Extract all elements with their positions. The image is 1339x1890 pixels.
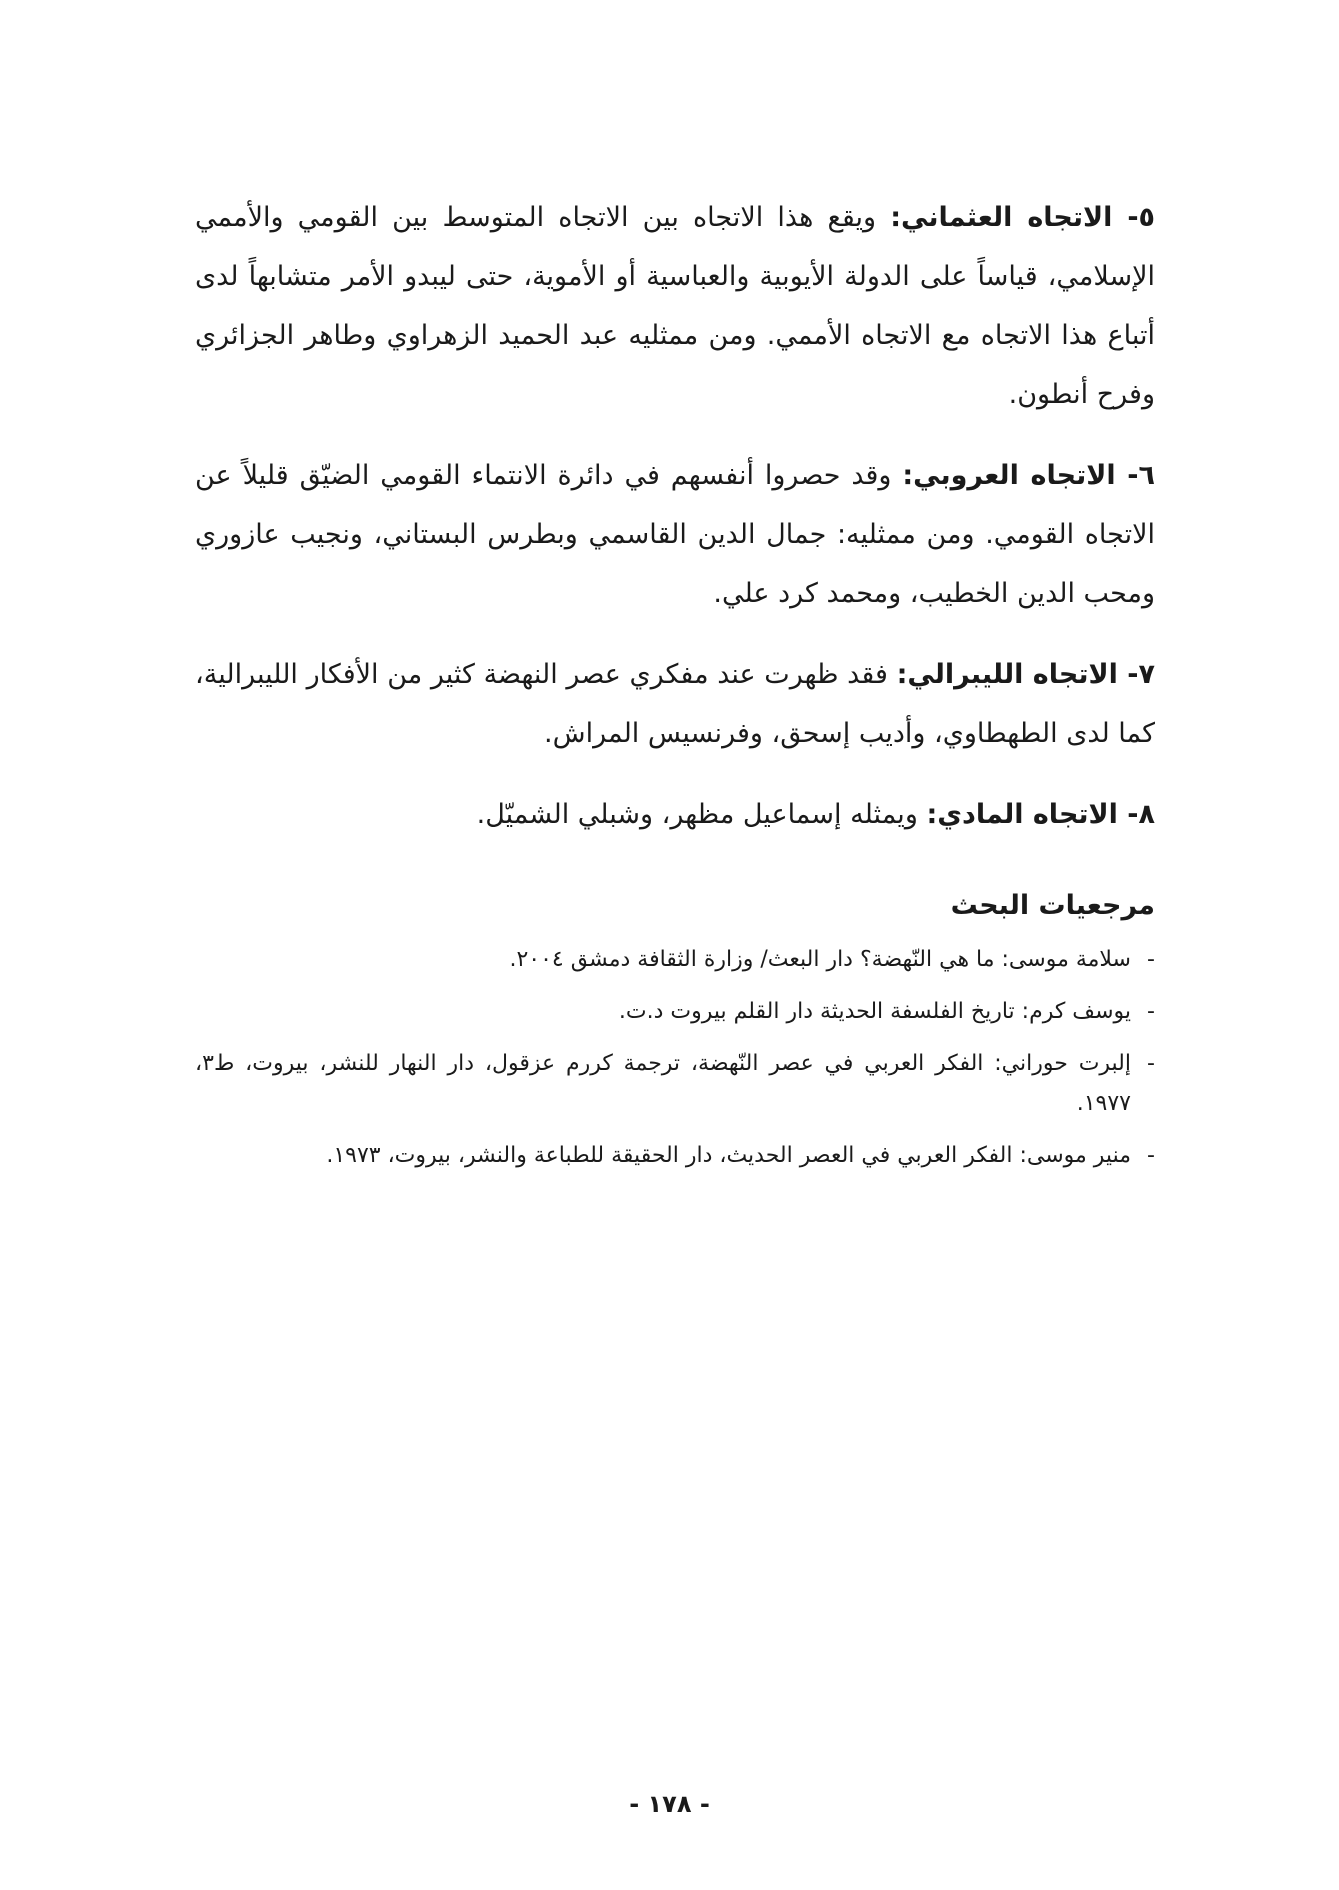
reference-item (195, 940, 1155, 980)
paragraph-materialist-trend (195, 785, 1155, 844)
paragraph-text: وقد حصروا أنفسهم في دائرة الانتماء القومي الضيّق قليلاً عن الاتجاه القومي. ومن ممثليه: جمال الدين القاسمي وبطرس البستاني، ونجيب عازوري ومحب الدين الخطيب، ومحمد كرد علي. (195, 460, 1155, 609)
references-heading: مرجعيات البحث (950, 890, 1155, 921)
list-dash: - (1147, 947, 1155, 972)
page-number: - ١٧٨ - (629, 1790, 710, 1818)
paragraph-arabist-trend (195, 446, 1155, 623)
reference-text: إلبرت حوراني: الفكر العربي في عصر النّهضة، ترجمة كررم عزقول، دار النهار للنشر، بيروت، ط٣، ١٩٧٧. (195, 1051, 1131, 1116)
page-body (195, 188, 1155, 1188)
references-list (195, 940, 1155, 1176)
paragraph-text: ويقع هذا الاتجاه بين الاتجاه المتوسط بين القومي والأممي الإسلامي، قياساً على الدولة الأيوبية والعباسية أو الأموية، حتى ليبدو الأمر متشابهاً لدى أتباع هذا الاتجاه مع الاتجاه الأممي. ومن ممثليه عبد الحميد الزهراوي وطاهر الجزائري وفرح أنطون. (195, 202, 1155, 410)
list-dash: - (1147, 999, 1155, 1024)
paragraph-text: ويمثله إسماعيل مظهر، وشبلي الشميّل. (476, 799, 927, 830)
paragraph-heading: ٨- الاتجاه المادي: (926, 799, 1155, 830)
reference-item (195, 1044, 1155, 1124)
reference-text: منير موسى: الفكر العربي في العصر الحديث، دار الحقيقة للطباعة والنشر، بيروت، ١٩٧٣. (326, 1143, 1131, 1168)
paragraph-text: فقد ظهرت عند مفكري عصر النهضة كثير من الأفكار الليبرالية، كما لدى الطهطاوي، وأديب إسحق، وفرنسيس المراش. (195, 659, 1155, 749)
paragraph-liberal-trend (195, 645, 1155, 763)
paragraph-ottoman-trend (195, 188, 1155, 424)
paragraph-heading: ٥- الاتجاه العثماني: (890, 202, 1156, 233)
paragraph-heading: ٧- الاتجاه الليبرالي: (896, 659, 1155, 690)
reference-item (195, 1136, 1155, 1176)
paragraph-heading: ٦- الاتجاه العروبي: (902, 460, 1155, 491)
reference-text: سلامة موسى: ما هي النّهضة؟ دار البعث/ وزارة الثقافة دمشق ٢٠٠٤. (509, 947, 1131, 972)
reference-item (195, 992, 1155, 1032)
list-dash: - (1147, 1143, 1155, 1168)
reference-text: يوسف كرم: تاريخ الفلسفة الحديثة دار القلم بيروت د.ت. (618, 999, 1131, 1024)
list-dash: - (1147, 1051, 1155, 1076)
